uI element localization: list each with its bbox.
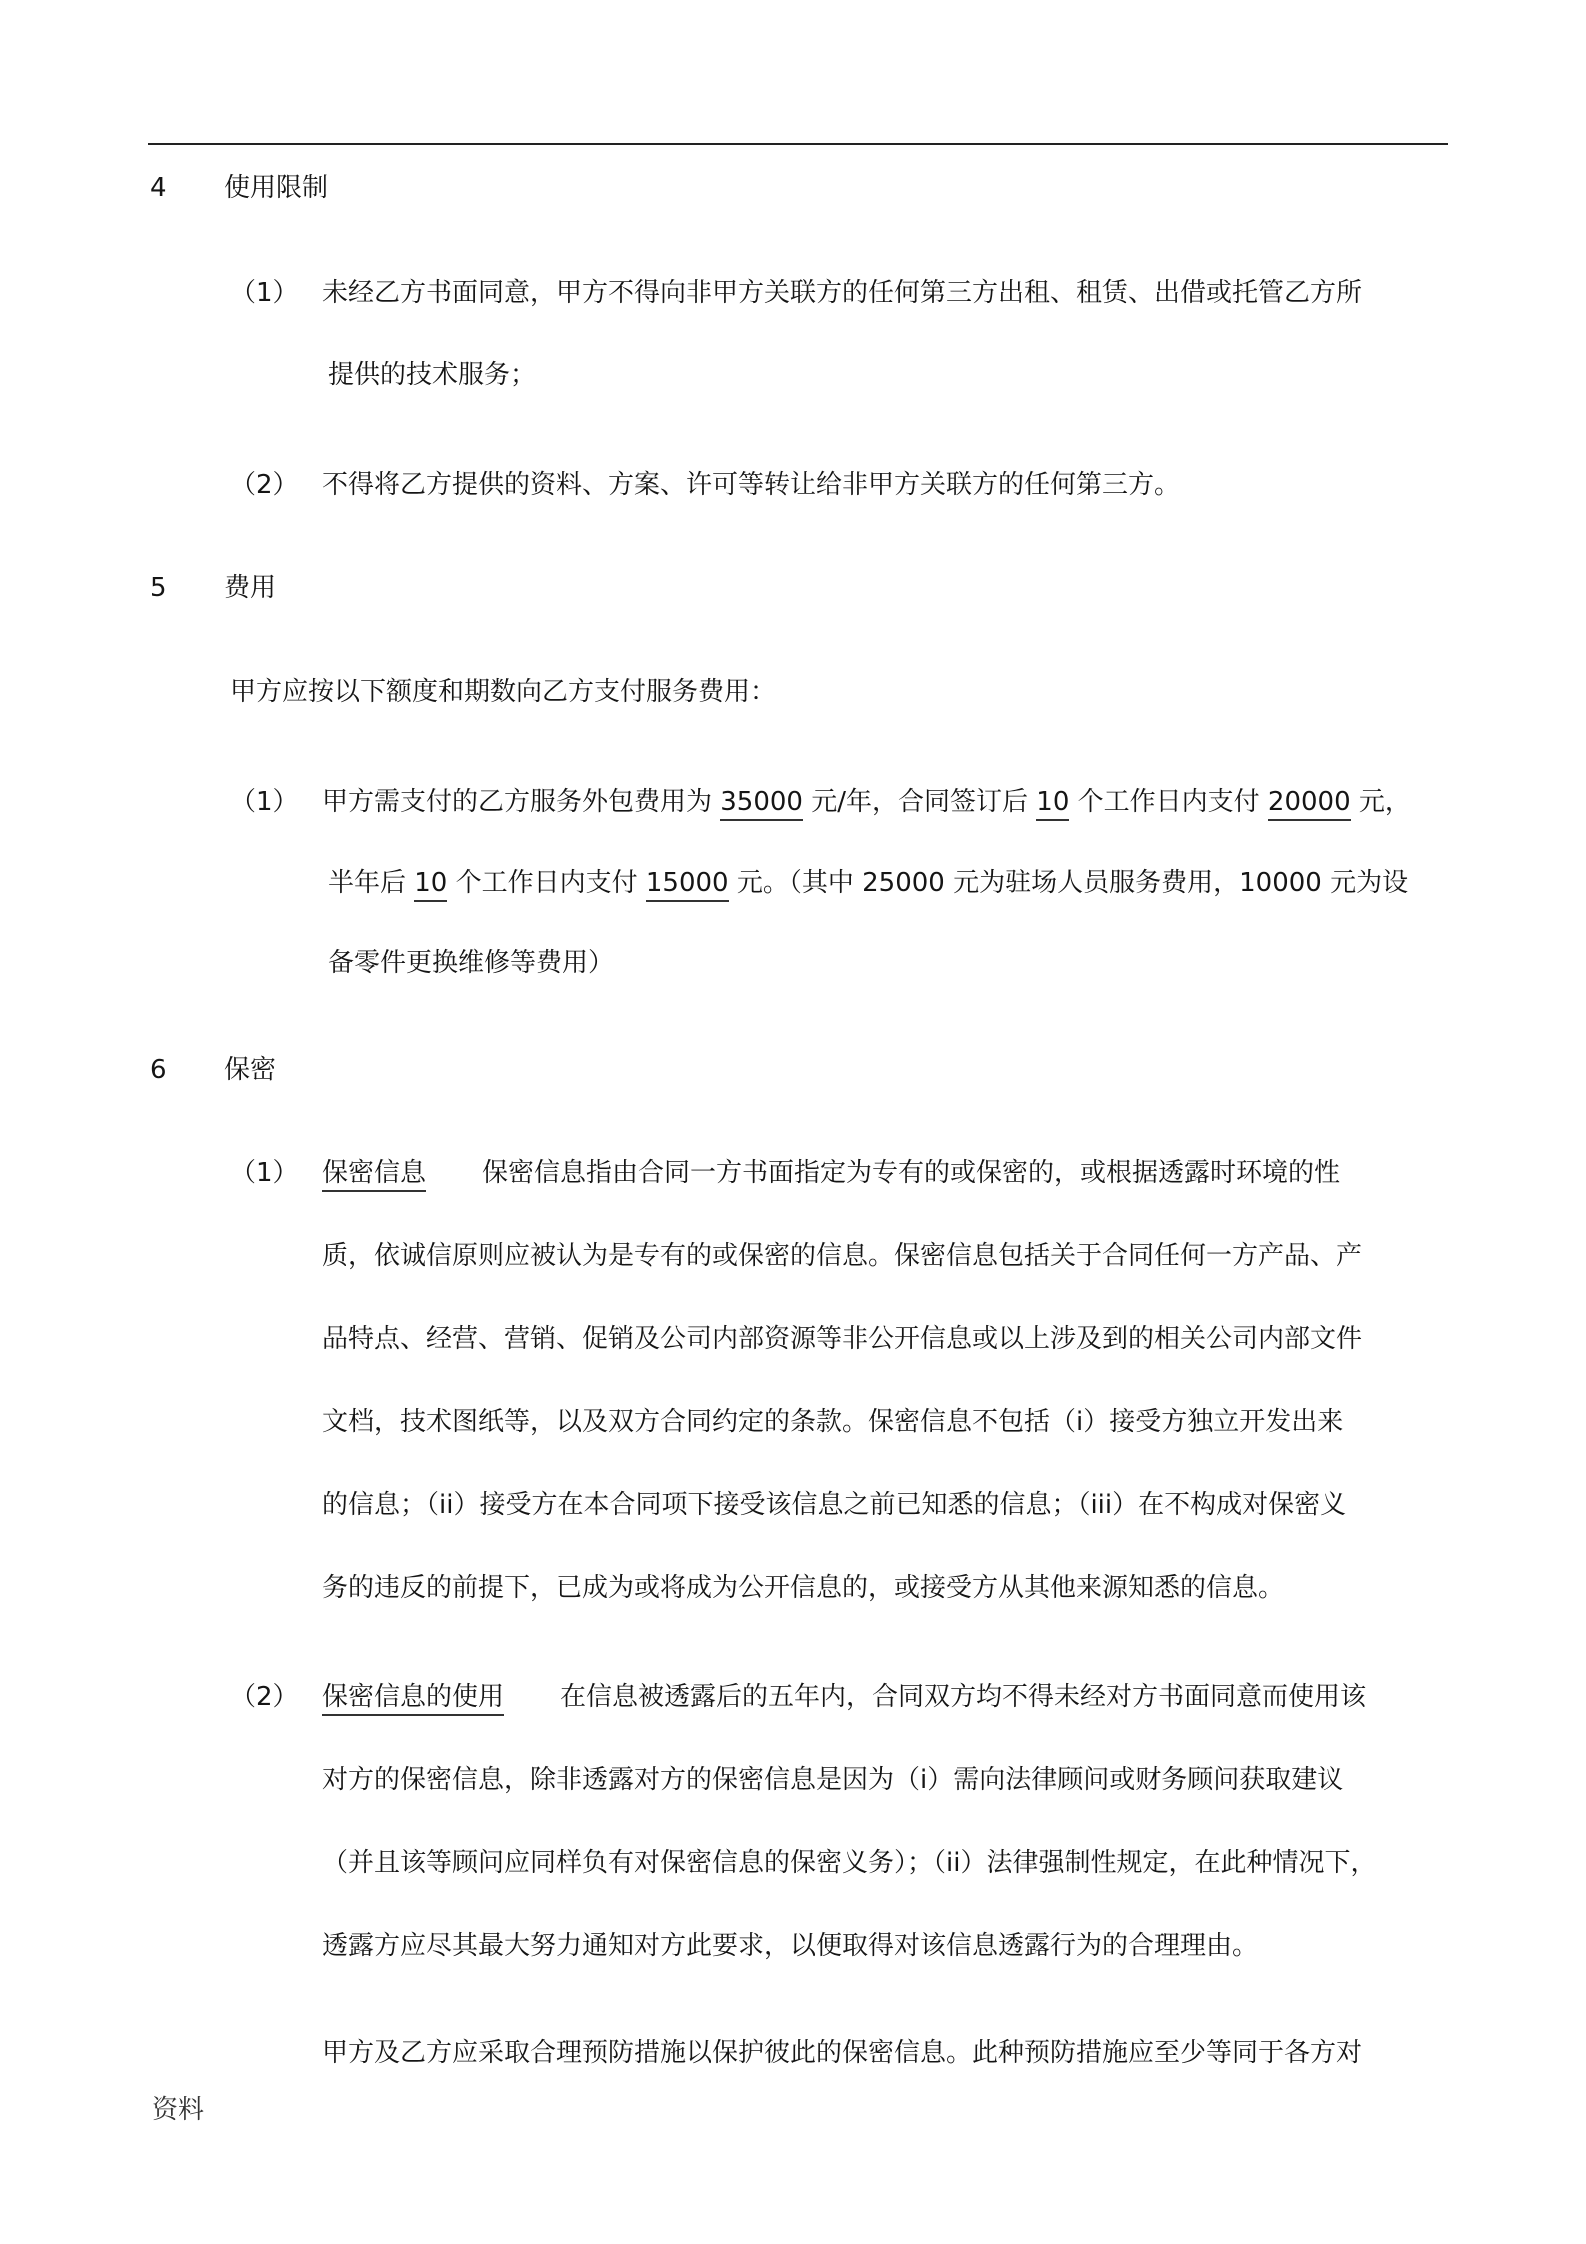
clause-text: 文档，技术图纸等，以及双方合同约定的条款。保密信息不包括（i）接受方独立开发出来 (322, 1407, 1344, 1437)
fee-line (322, 782, 1411, 822)
section-intro: 甲方应按以下额度和期数向乙方支付服务费用： (230, 677, 777, 707)
clause-text: 务的违反的前提下，已成为或将成为公开信息的，或接受方从其他来源知悉的信息。 (322, 1573, 1285, 1603)
fee-text: 半年后 (328, 868, 415, 898)
section-number: 4 (150, 173, 167, 203)
clause-text: 品特点、经营、营销、促销及公司内部资源等非公开信息或以上涉及到的相关公司内部文件 (322, 1324, 1363, 1354)
clause-index: （2） (230, 1682, 299, 1712)
clause-text: 质，依诚信原则应被认为是专有的或保密的信息。保密信息包括关于合同任何一方产品、产 (322, 1241, 1363, 1271)
clause-text: 的信息；（ii）接受方在本合同项下接受该信息之前已知悉的信息；（iii）在不构成对保密义 (322, 1490, 1347, 1520)
section-number: 6 (150, 1055, 167, 1085)
fee-line (328, 863, 1408, 903)
clause-index: （1） (230, 787, 299, 817)
fee-text: 元。（其中 25000 元为驻场人员服务费用，10000 元为设 (728, 868, 1409, 898)
clause-paragraph: 甲方及乙方应采取合理预防措施以保护彼此的保密信息。此种预防措施应至少等同于各方对 (322, 2038, 1363, 2068)
clause-text: 不得将乙方提供的资料、方案、许可等转让给非甲方关联方的任何第三方。 (322, 470, 1181, 500)
header-rule (148, 143, 1448, 145)
fee-text: 个工作日内支付 (1069, 787, 1268, 817)
fee-line: 备零件更换维修等费用） (328, 948, 615, 978)
section-title: 保密 (224, 1055, 277, 1085)
clause-text: 透露方应尽其最大努力通知对方此要求，以便取得对该信息透露行为的合理理由。 (322, 1931, 1259, 1961)
fee-text: 个工作日内支付 (447, 868, 646, 898)
working-days-value: 10 (1036, 787, 1069, 821)
page-footer: 资料 (152, 2095, 205, 2125)
annual-fee-value: 35000 (720, 787, 803, 821)
clause-index: （1） (230, 278, 299, 308)
second-payment-value: 15000 (646, 868, 729, 902)
clause-text: 提供的技术服务； (328, 360, 537, 390)
clause-text: （并且该等顾问应同样负有对保密信息的保密义务）；（ii）法律强制性规定，在此种情况下， (322, 1848, 1377, 1878)
clause-text: 在信息被透露后的五年内，合同双方均不得未经对方书面同意而使用该 (560, 1682, 1367, 1712)
clause-text: 对方的保密信息，除非透露对方的保密信息是因为（i）需向法律顾问或财务顾问获取建议 (322, 1765, 1344, 1795)
clause-first-line (322, 1153, 1340, 1193)
fee-text: 甲方需支付的乙方服务外包费用为 (322, 787, 721, 817)
fee-text: 元/年，合同签订后 (802, 787, 1037, 817)
clause-heading: 保密信息的使用 (322, 1682, 504, 1716)
clause-text: 保密信息指由合同一方书面指定为专有的或保密的，或根据透露时环境的性 (482, 1158, 1341, 1188)
first-payment-value: 20000 (1268, 787, 1351, 821)
section-title: 费用 (224, 573, 277, 603)
clause-index: （1） (230, 1158, 299, 1188)
section-number: 5 (150, 573, 167, 603)
clause-heading: 保密信息 (322, 1158, 426, 1192)
clause-index: （2） (230, 470, 299, 500)
working-days-value: 10 (414, 868, 447, 902)
clause-text: 未经乙方书面同意，甲方不得向非甲方关联方的任何第三方出租、租赁、出借或托管乙方所 (322, 278, 1363, 308)
section-title: 使用限制 (224, 173, 329, 203)
clause-first-line (322, 1677, 1366, 1717)
fee-text: 元， (1350, 787, 1411, 817)
